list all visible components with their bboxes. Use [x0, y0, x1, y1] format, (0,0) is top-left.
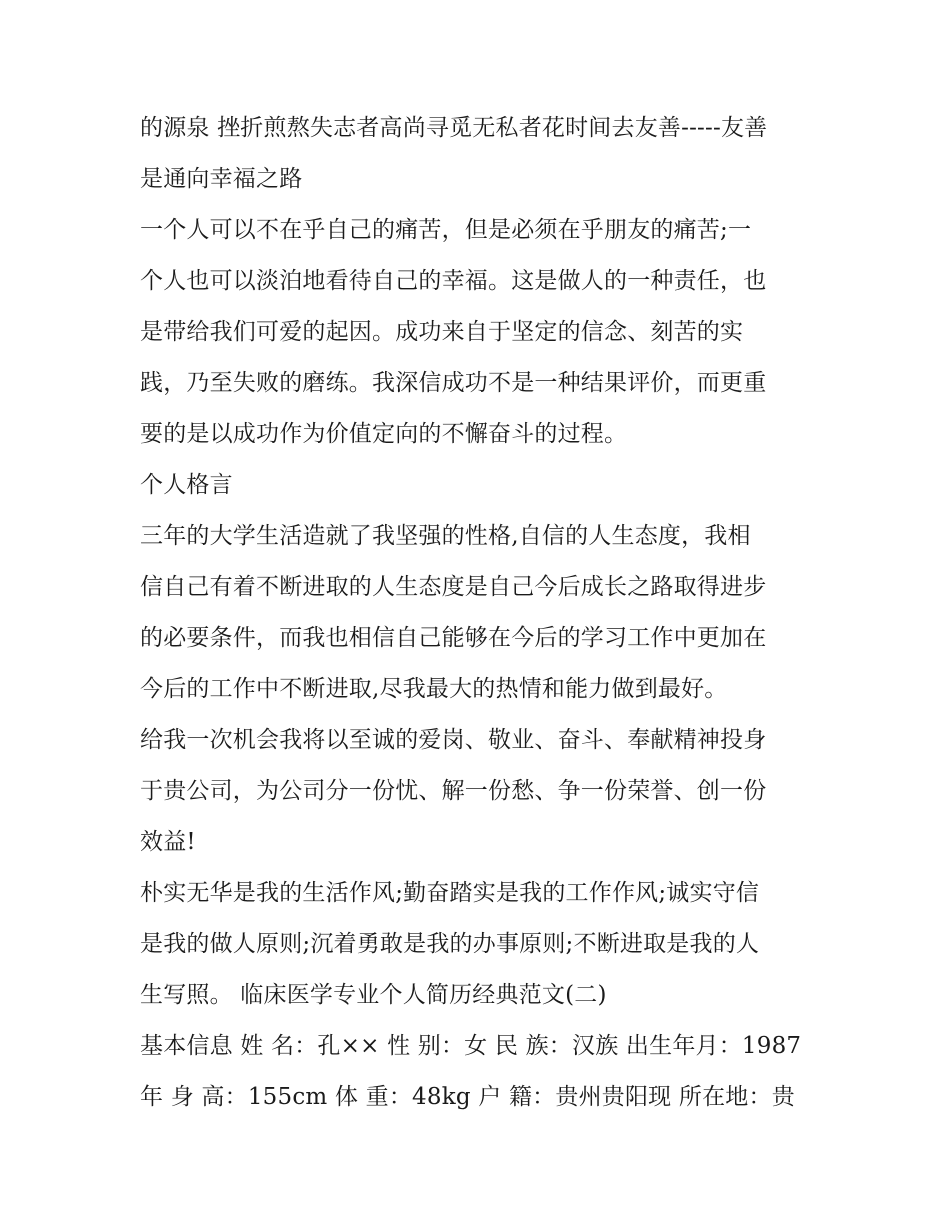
text-line: 今后的工作中不断进取,尽我最大的热情和能力做到最好。: [140, 676, 728, 702]
text-line: 给我一次机会我将以至诚的爱岗、敬业、奋斗、奉献精神投身: [140, 727, 767, 753]
text-line: 三年的大学生活造就了我坚强的性格,自信的人生态度，我相: [140, 523, 751, 549]
section-heading: 个人格言: [140, 472, 233, 498]
text-line: 是我的做人原则;沉着勇敢是我的办事原则;不断进取是我的人: [140, 931, 760, 957]
text-line: 践，乃至失败的磨练。我深信成功不是一种结果评价，而更重: [140, 370, 767, 396]
text-line: 于贵公司，为公司分一份忧、解一份愁、争一份荣誉、创一份: [140, 778, 767, 804]
text-line: 朴实无华是我的生活作风;勤奋踏实是我的工作作风;诚实守信: [140, 880, 760, 906]
text-line: 基本信息 姓 名：孔×× 性 别：女 民 族：汉族 出生年月：1987: [140, 1033, 802, 1059]
text-line: 的源泉 挫折煎熬失志者高尚寻觅无私者花时间去友善-----友善: [140, 115, 768, 141]
text-line: 要的是以成功作为价值定向的不懈奋斗的过程。: [140, 421, 628, 447]
text-line: 生写照。 临床医学专业个人简历经典范文(二): [140, 982, 607, 1008]
text-line: 是通向幸福之路: [140, 166, 303, 192]
text-line: 年 身 高：155cm 体 重：48kg 户 籍：贵州贵阳现 所在地：贵: [140, 1084, 795, 1110]
text-line: 一个人可以不在乎自己的痛苦，但是必须在乎朋友的痛苦;一: [140, 217, 752, 243]
text-line: 效益!: [140, 829, 196, 855]
text-line: 是带给我们可爱的起因。成功来自于坚定的信念、刻苦的实: [140, 319, 744, 345]
text-line: 个人也可以淡泊地看待自己的幸福。这是做人的一种责任，也: [140, 268, 767, 294]
text-line: 的必要条件，而我也相信自己能够在今后的学习工作中更加在: [140, 625, 767, 651]
text-line: 信自己有着不断进取的人生态度是自己今后成长之路取得进步: [140, 574, 767, 600]
